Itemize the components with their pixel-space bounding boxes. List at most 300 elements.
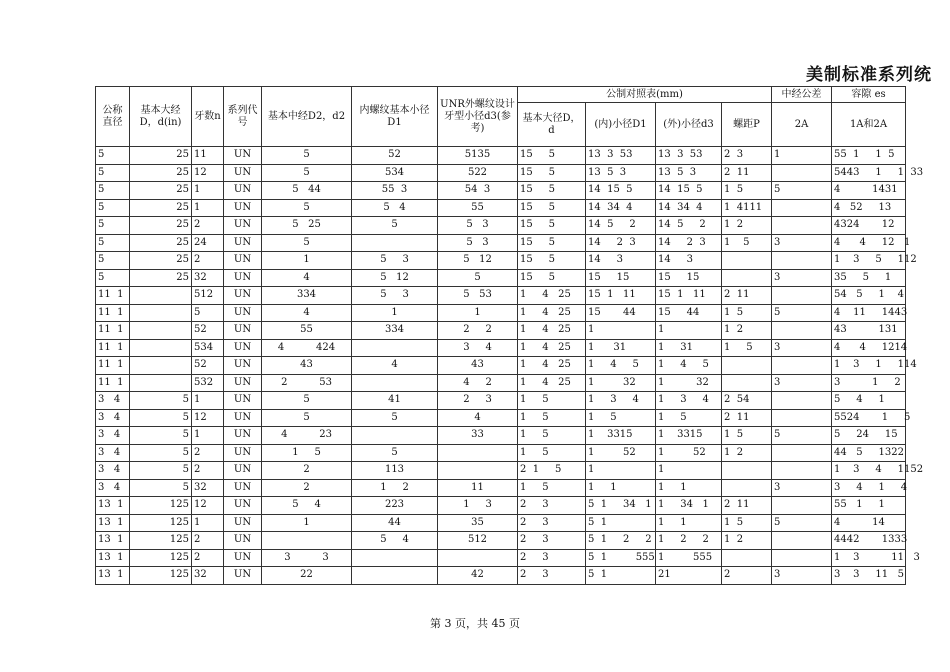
table-cell: 5 bbox=[352, 409, 438, 427]
table-cell: 1 5 bbox=[722, 304, 772, 322]
table-cell: 1 3315 bbox=[656, 427, 722, 445]
table-cell: 54 3 bbox=[438, 182, 518, 200]
table-cell: 5 25 bbox=[262, 217, 352, 235]
table-cell: 1 3 bbox=[438, 497, 518, 515]
table-cell: 1 bbox=[586, 322, 656, 340]
table-cell: 1 34 1 bbox=[656, 497, 722, 515]
table-cell: 5 4 bbox=[352, 199, 438, 217]
header-metric-ext-minor: (外)小径d3 bbox=[656, 103, 722, 147]
table-cell bbox=[352, 549, 438, 567]
table-cell: 2 53 bbox=[262, 374, 352, 392]
table-cell bbox=[130, 304, 192, 322]
table-cell: 1 2 2 bbox=[656, 532, 722, 550]
header-metric-group: 公制对照表(mm) bbox=[518, 87, 772, 103]
table-cell: 2 bbox=[262, 462, 352, 480]
header-tol-group: 中经公差 bbox=[772, 87, 832, 103]
table-cell: UN bbox=[224, 252, 262, 270]
table-cell: 5 bbox=[438, 269, 518, 287]
table-cell: 5443 1 1 33 bbox=[832, 164, 906, 182]
table-cell: 21 bbox=[656, 567, 722, 585]
table-cell: 1 31 bbox=[656, 339, 722, 357]
table-cell: 1 bbox=[586, 462, 656, 480]
table-cell: 1 4 5 bbox=[586, 357, 656, 375]
table-cell bbox=[772, 164, 832, 182]
table-cell: 1 5 bbox=[722, 182, 772, 200]
table-cell: 2 2 bbox=[438, 322, 518, 340]
table-cell: 1 4 25 bbox=[518, 287, 586, 305]
table-cell bbox=[352, 234, 438, 252]
table-cell: 1 5 bbox=[518, 392, 586, 410]
table-cell bbox=[772, 217, 832, 235]
table-cell: 1 4 25 bbox=[518, 304, 586, 322]
table-cell: 14 3 bbox=[656, 252, 722, 270]
table-cell: 1 5 bbox=[518, 444, 586, 462]
table-cell: 2 bbox=[192, 532, 224, 550]
table-cell: 14 5 2 bbox=[656, 217, 722, 235]
table-cell: 15 5 bbox=[518, 199, 586, 217]
table-cell: 2 bbox=[722, 567, 772, 585]
table-cell: UN bbox=[224, 479, 262, 497]
table-cell: 3 bbox=[772, 567, 832, 585]
table-cell: 5 bbox=[130, 479, 192, 497]
table-cell: 1 5 bbox=[656, 409, 722, 427]
table-cell: 5 bbox=[130, 444, 192, 462]
table-row bbox=[96, 357, 906, 375]
table-cell: 14 2 3 bbox=[586, 234, 656, 252]
table-cell: 125 bbox=[130, 567, 192, 585]
table-body bbox=[96, 147, 924, 585]
table-cell: 15 15 bbox=[586, 269, 656, 287]
table-cell: 11 bbox=[192, 147, 224, 165]
table-cell: 5 1 bbox=[586, 514, 656, 532]
table-cell: 11 1 bbox=[96, 287, 130, 305]
table-cell: 5 bbox=[130, 462, 192, 480]
table-cell: 5 bbox=[96, 164, 130, 182]
table-cell: 4442 1333 bbox=[832, 532, 906, 550]
table-row bbox=[96, 252, 906, 270]
table-cell: 3 bbox=[772, 269, 832, 287]
table-cell: 3 1 2 bbox=[832, 374, 906, 392]
table-cell: 125 bbox=[130, 549, 192, 567]
table-cell: 1 bbox=[656, 322, 722, 340]
table-cell: 113 bbox=[352, 462, 438, 480]
table-cell: 5 53 bbox=[438, 287, 518, 305]
table-row bbox=[96, 427, 906, 445]
table-row bbox=[96, 479, 906, 497]
table-cell: UN bbox=[224, 462, 262, 480]
table-cell: 2 3 bbox=[518, 497, 586, 515]
table-cell: 2 bbox=[192, 462, 224, 480]
table-cell: 1 1 bbox=[656, 514, 722, 532]
table-cell: 4 bbox=[352, 357, 438, 375]
table-cell bbox=[772, 549, 832, 567]
table-cell: 532 bbox=[192, 374, 224, 392]
table-cell: 4 14 bbox=[832, 514, 906, 532]
table-cell: 43 131 bbox=[832, 322, 906, 340]
table-cell: UN bbox=[224, 357, 262, 375]
table-cell: 2 3 bbox=[438, 392, 518, 410]
table-cell: 5 bbox=[262, 392, 352, 410]
table-row bbox=[96, 304, 906, 322]
table-cell: 2 bbox=[262, 479, 352, 497]
table-cell bbox=[130, 357, 192, 375]
table-cell: 5 3 bbox=[352, 287, 438, 305]
table-cell: 15 5 bbox=[518, 269, 586, 287]
table-cell: 5 bbox=[96, 217, 130, 235]
table-cell: 3 4 bbox=[96, 427, 130, 445]
table-cell bbox=[438, 549, 518, 567]
header-unr-minor: UNR外螺纹设计牙型小径d3(参考) bbox=[438, 87, 518, 147]
table-cell: UN bbox=[224, 269, 262, 287]
table-cell: 15 5 bbox=[518, 234, 586, 252]
table-cell bbox=[772, 199, 832, 217]
table-cell: 1 5 bbox=[518, 427, 586, 445]
table-cell: 1 52 bbox=[586, 444, 656, 462]
table-cell: 4324 12 bbox=[832, 217, 906, 235]
table-cell: UN bbox=[224, 322, 262, 340]
table-cell: 2 bbox=[192, 217, 224, 235]
table-cell: 1 3 4 bbox=[586, 392, 656, 410]
table-cell: 11 1 bbox=[96, 339, 130, 357]
table-row bbox=[96, 234, 906, 252]
header-tol-sub: 2A bbox=[772, 103, 832, 147]
table-row bbox=[96, 199, 906, 217]
table-cell: UN bbox=[224, 164, 262, 182]
table-cell: UN bbox=[224, 182, 262, 200]
table-cell: 2 3 bbox=[518, 549, 586, 567]
table-cell bbox=[352, 339, 438, 357]
table-cell: 4 4 1214 bbox=[832, 339, 906, 357]
table-cell: 1 4 25 bbox=[518, 357, 586, 375]
table-cell bbox=[722, 462, 772, 480]
table-cell: 1 5 bbox=[722, 339, 772, 357]
table-cell: 1 bbox=[262, 514, 352, 532]
table-cell: UN bbox=[224, 374, 262, 392]
header-int-minor: 内螺纹基本小径D1 bbox=[352, 87, 438, 147]
table-cell: 2 11 bbox=[722, 409, 772, 427]
table-row bbox=[96, 497, 906, 515]
table-cell bbox=[772, 392, 832, 410]
table-cell bbox=[262, 532, 352, 550]
table-cell: 534 bbox=[352, 164, 438, 182]
table-cell: 44 5 1322 bbox=[832, 444, 906, 462]
table-cell: 14 15 5 bbox=[586, 182, 656, 200]
table-cell: 52 bbox=[192, 322, 224, 340]
table-cell: 1 4 5 bbox=[656, 357, 722, 375]
table-cell: 1 32 bbox=[656, 374, 722, 392]
table-cell: 1 3315 bbox=[586, 427, 656, 445]
table-cell: 5 bbox=[352, 217, 438, 235]
table-cell: 1 bbox=[192, 182, 224, 200]
table-cell: 1 4 25 bbox=[518, 322, 586, 340]
table-cell: 15 44 bbox=[586, 304, 656, 322]
table-cell: 13 5 3 bbox=[586, 164, 656, 182]
table-cell: 43 bbox=[438, 357, 518, 375]
table-cell: 14 34 4 bbox=[656, 199, 722, 217]
table-cell: 13 1 bbox=[96, 532, 130, 550]
table-cell: 534 bbox=[192, 339, 224, 357]
table-cell: 1 bbox=[192, 427, 224, 445]
table-cell: 4 23 bbox=[262, 427, 352, 445]
table-cell: 1 2 bbox=[722, 217, 772, 235]
table-row bbox=[96, 392, 906, 410]
table-cell: 5 24 15 bbox=[832, 427, 906, 445]
table-cell: 5 1 555 bbox=[586, 549, 656, 567]
table-row bbox=[96, 182, 906, 200]
table-cell: 5 bbox=[96, 182, 130, 200]
table-cell: 4 52 13 bbox=[832, 199, 906, 217]
table-cell: 5 12 bbox=[352, 269, 438, 287]
table-cell: 5 bbox=[772, 182, 832, 200]
table-cell: 5 bbox=[772, 514, 832, 532]
table-cell: 1 2 bbox=[722, 322, 772, 340]
table-cell: 54 5 1 4 bbox=[832, 287, 906, 305]
table-cell: 1 bbox=[192, 392, 224, 410]
table-row bbox=[96, 269, 906, 287]
table-cell: 1 bbox=[352, 304, 438, 322]
thread-standard-table bbox=[95, 86, 924, 585]
table-cell: 5 3 bbox=[352, 252, 438, 270]
table-cell: 5 3 bbox=[438, 234, 518, 252]
table-cell: 24 bbox=[192, 234, 224, 252]
table-cell: UN bbox=[224, 147, 262, 165]
table-cell: 13 1 bbox=[96, 549, 130, 567]
table-cell: 5 12 bbox=[438, 252, 518, 270]
table-cell: 3 bbox=[772, 374, 832, 392]
table-row bbox=[96, 322, 906, 340]
table-row bbox=[96, 549, 906, 567]
table-cell: 14 5 2 bbox=[586, 217, 656, 235]
table-cell: 1 3 5 112 bbox=[832, 252, 906, 270]
table-row bbox=[96, 287, 906, 305]
table-cell: UN bbox=[224, 567, 262, 585]
table-cell: 44 bbox=[352, 514, 438, 532]
table-cell: 1 bbox=[192, 514, 224, 532]
table-cell: UN bbox=[224, 532, 262, 550]
table-cell: UN bbox=[224, 304, 262, 322]
header-major: 基本大经D，d(in) bbox=[130, 87, 192, 147]
table-cell: 4 11 1443 bbox=[832, 304, 906, 322]
table-cell: 1 5 bbox=[722, 427, 772, 445]
table-cell: 12 bbox=[192, 497, 224, 515]
table-cell: 2 3 bbox=[518, 532, 586, 550]
table-cell: 1 1 bbox=[586, 479, 656, 497]
table-cell bbox=[772, 497, 832, 515]
table-cell: 2 1 5 bbox=[518, 462, 586, 480]
table-cell: 43 bbox=[262, 357, 352, 375]
table-cell: 11 bbox=[438, 479, 518, 497]
table-cell: 1 5 bbox=[518, 409, 586, 427]
table-cell: 52 bbox=[352, 147, 438, 165]
table-cell: 13 1 bbox=[96, 514, 130, 532]
table-cell: 334 bbox=[352, 322, 438, 340]
table-cell: 334 bbox=[262, 287, 352, 305]
table-cell: 3 4 1 4 bbox=[832, 479, 906, 497]
table-cell: 2 bbox=[192, 444, 224, 462]
table-cell: 512 bbox=[438, 532, 518, 550]
table-cell: 33 bbox=[438, 427, 518, 445]
table-cell: 25 bbox=[130, 217, 192, 235]
table-cell: 4 bbox=[262, 304, 352, 322]
table-cell bbox=[352, 374, 438, 392]
table-cell: 32 bbox=[192, 567, 224, 585]
table-cell bbox=[352, 567, 438, 585]
table-cell bbox=[722, 549, 772, 567]
table-cell: UN bbox=[224, 444, 262, 462]
table-cell: 25 bbox=[130, 252, 192, 270]
table-row bbox=[96, 147, 906, 165]
table-cell: 3 4 bbox=[96, 479, 130, 497]
table-cell: 5 44 bbox=[262, 182, 352, 200]
table-cell: 3 4 bbox=[96, 444, 130, 462]
table-cell: 11 1 bbox=[96, 322, 130, 340]
table-cell: 125 bbox=[130, 497, 192, 515]
page-footer: 第 3 页，共 45 页 bbox=[430, 617, 520, 630]
table-cell: 5 4 bbox=[352, 532, 438, 550]
table-cell: 5 bbox=[96, 252, 130, 270]
table-cell: 1 bbox=[262, 252, 352, 270]
table-cell: 3 bbox=[772, 479, 832, 497]
table-cell: 1 bbox=[656, 462, 722, 480]
table-cell: 2 11 bbox=[722, 287, 772, 305]
table-cell bbox=[772, 444, 832, 462]
table-cell: UN bbox=[224, 199, 262, 217]
table-cell: 125 bbox=[130, 514, 192, 532]
table-row bbox=[96, 532, 906, 550]
header-clear-group: 容隙 es bbox=[832, 87, 906, 103]
table-cell: 5 4 1 bbox=[832, 392, 906, 410]
table-cell: UN bbox=[224, 392, 262, 410]
table-cell: 1 2 bbox=[352, 479, 438, 497]
table-cell: 13 5 3 bbox=[656, 164, 722, 182]
table-cell: 5 bbox=[262, 234, 352, 252]
header-clear-sub: 1A和2A bbox=[832, 103, 906, 147]
table-cell: 15 5 bbox=[518, 217, 586, 235]
table-cell: 1 bbox=[192, 199, 224, 217]
table-cell bbox=[722, 252, 772, 270]
table-cell: 12 bbox=[192, 164, 224, 182]
table-cell: 522 bbox=[438, 164, 518, 182]
table-cell: 3 4 bbox=[438, 339, 518, 357]
table-cell: 2 bbox=[192, 252, 224, 270]
header-pitch-dia: 基本中经D2，d2 bbox=[262, 87, 352, 147]
table-cell: 3 4 bbox=[96, 462, 130, 480]
table-cell: 5 bbox=[772, 427, 832, 445]
table-cell: 32 bbox=[192, 479, 224, 497]
table-cell: 14 3 bbox=[586, 252, 656, 270]
table-cell: 1 3 4 1152 bbox=[832, 462, 906, 480]
table-cell bbox=[722, 479, 772, 497]
table-cell: 5 bbox=[130, 427, 192, 445]
table-cell bbox=[722, 357, 772, 375]
table-cell: 5 bbox=[262, 147, 352, 165]
table-cell: UN bbox=[224, 549, 262, 567]
table-cell: 55 1 1 5 bbox=[832, 147, 906, 165]
table-cell: 1 4111 bbox=[722, 199, 772, 217]
table-cell bbox=[438, 444, 518, 462]
table-cell: 52 bbox=[192, 357, 224, 375]
table-cell: 1 bbox=[772, 147, 832, 165]
table-cell: 4 1431 bbox=[832, 182, 906, 200]
table-cell: 25 bbox=[130, 199, 192, 217]
table-cell: 55 bbox=[438, 199, 518, 217]
table-cell: 1 5 bbox=[722, 514, 772, 532]
table-cell: 5 1 34 1 bbox=[586, 497, 656, 515]
header-tpi: 牙数n bbox=[192, 87, 224, 147]
table-cell: 3 3 bbox=[262, 549, 352, 567]
table-cell: 5 bbox=[262, 199, 352, 217]
table-cell: 13 1 bbox=[96, 567, 130, 585]
table-cell: 2 3 bbox=[518, 567, 586, 585]
table-cell: 1 5 bbox=[722, 234, 772, 252]
table-cell: 1 3 11 3 bbox=[832, 549, 906, 567]
table-cell: 5 bbox=[96, 199, 130, 217]
table-cell bbox=[772, 287, 832, 305]
table-cell: 5 bbox=[96, 147, 130, 165]
table-cell: 1 555 bbox=[656, 549, 722, 567]
table-cell: 3 3 11 5 bbox=[832, 567, 906, 585]
table-cell: 2 3 bbox=[722, 147, 772, 165]
table-cell bbox=[722, 269, 772, 287]
table-cell: 15 5 bbox=[518, 182, 586, 200]
table-cell bbox=[130, 322, 192, 340]
table-cell bbox=[130, 374, 192, 392]
table-cell bbox=[130, 287, 192, 305]
table-cell: 35 5 1 bbox=[832, 269, 906, 287]
table-cell: 15 1 11 bbox=[656, 287, 722, 305]
table-cell: 1 32 bbox=[586, 374, 656, 392]
table-cell: 14 34 4 bbox=[586, 199, 656, 217]
table-cell: 25 bbox=[130, 164, 192, 182]
table-cell: 15 5 bbox=[518, 147, 586, 165]
table-cell bbox=[352, 427, 438, 445]
table-cell bbox=[772, 252, 832, 270]
table-cell bbox=[772, 532, 832, 550]
table-cell: UN bbox=[224, 234, 262, 252]
table-cell: 4 bbox=[438, 409, 518, 427]
table-cell: 1 2 bbox=[722, 532, 772, 550]
table-cell: 25 bbox=[130, 182, 192, 200]
table-cell: 1 2 bbox=[722, 444, 772, 462]
table-cell: 5 bbox=[192, 304, 224, 322]
table-row bbox=[96, 374, 906, 392]
table-cell: 5 bbox=[130, 409, 192, 427]
table-cell: UN bbox=[224, 217, 262, 235]
table-cell: 2 bbox=[192, 549, 224, 567]
document-title: 美制标准系列统 bbox=[806, 65, 932, 85]
table-cell: 3 bbox=[772, 339, 832, 357]
table-cell: 5 bbox=[772, 304, 832, 322]
table-cell: 13 3 53 bbox=[586, 147, 656, 165]
table-cell: 13 1 bbox=[96, 497, 130, 515]
table-cell: 22 bbox=[262, 567, 352, 585]
table-cell: 11 1 bbox=[96, 374, 130, 392]
table-cell: 5 3 bbox=[438, 217, 518, 235]
table-cell: 5 1 bbox=[586, 567, 656, 585]
table-cell: UN bbox=[224, 497, 262, 515]
table-cell: 42 bbox=[438, 567, 518, 585]
table-cell: 125 bbox=[130, 532, 192, 550]
table-cell bbox=[438, 462, 518, 480]
table-row bbox=[96, 164, 906, 182]
table-cell: 15 1 11 bbox=[586, 287, 656, 305]
table-cell bbox=[772, 357, 832, 375]
table-cell: 5 bbox=[130, 392, 192, 410]
table-cell: 14 2 3 bbox=[656, 234, 722, 252]
table-cell: 15 15 bbox=[656, 269, 722, 287]
table-cell: 25 bbox=[130, 147, 192, 165]
table-cell: 2 11 bbox=[722, 497, 772, 515]
